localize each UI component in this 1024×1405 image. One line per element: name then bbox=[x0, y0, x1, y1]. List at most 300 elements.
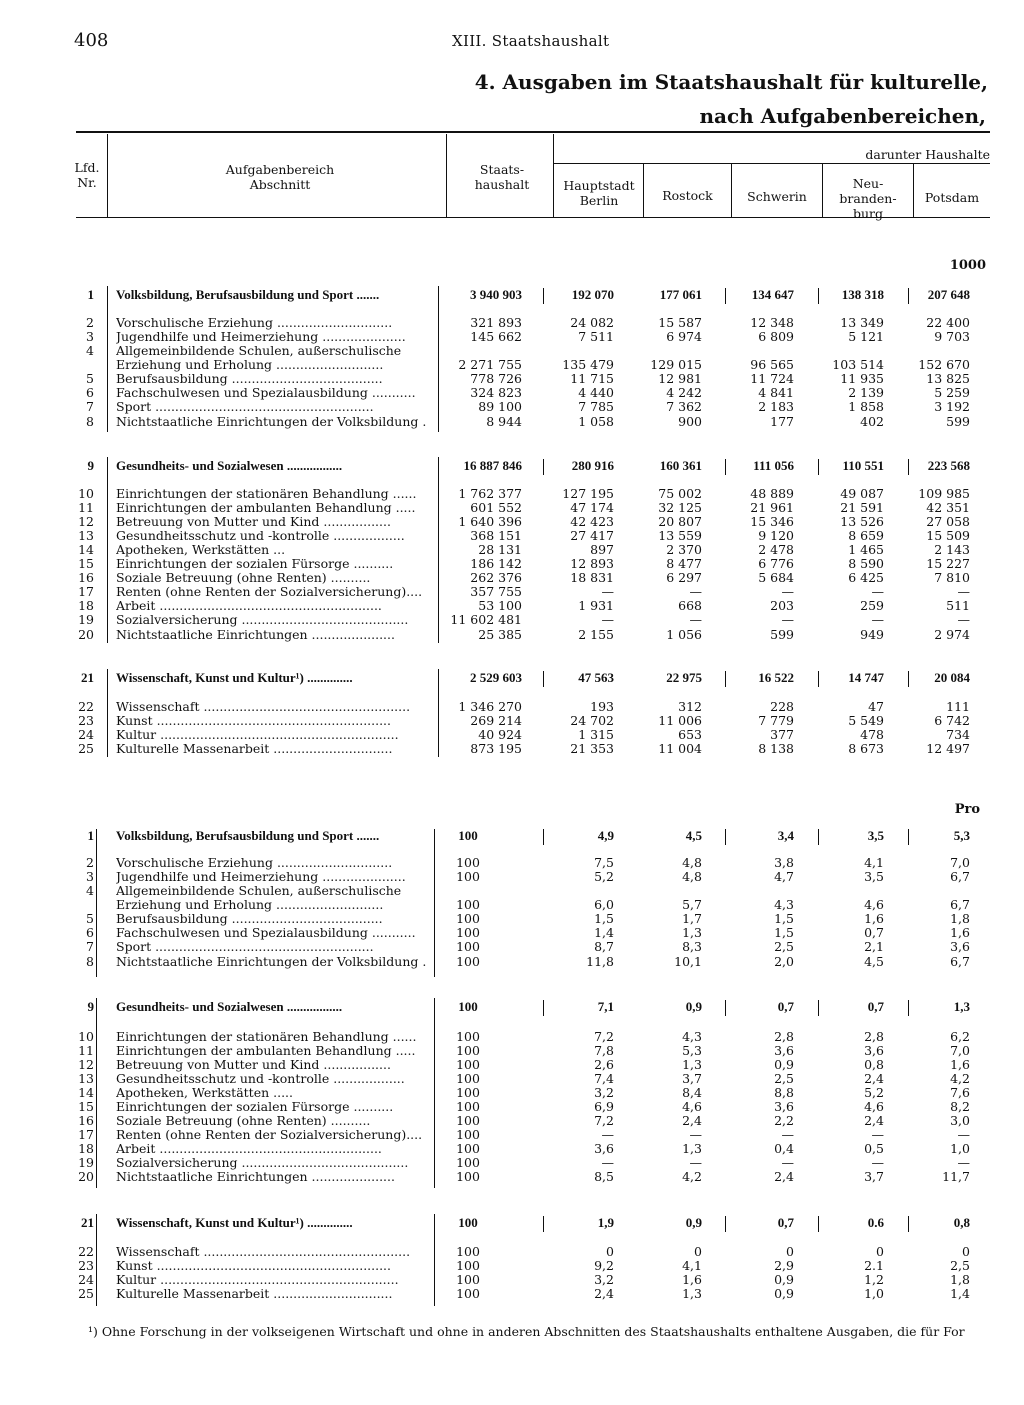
cell-staatshaushalt: 3 940 903 bbox=[470, 287, 522, 302]
section-total-row bbox=[0, 288, 1024, 302]
cell-schwerin: 4,3 bbox=[774, 897, 794, 912]
cell-staatshaushalt: 100 bbox=[456, 1043, 480, 1058]
cell-neubrandenburg: 8 659 bbox=[848, 528, 884, 543]
table-row bbox=[0, 330, 1024, 344]
cell-staatshaushalt: 100 bbox=[456, 1169, 480, 1184]
row-number: 20 bbox=[78, 1169, 94, 1184]
cell-potsdam: 7,6 bbox=[950, 1085, 970, 1100]
table-row bbox=[0, 940, 1024, 954]
cell-staatshaushalt: 100 bbox=[456, 911, 480, 926]
cell-potsdam: — bbox=[957, 584, 970, 599]
cell-potsdam: 13 825 bbox=[926, 371, 970, 386]
cell-staatshaushalt: 100 bbox=[456, 954, 480, 969]
cell-schwerin: 3,4 bbox=[777, 828, 794, 843]
row-label: Apotheken, Werkstätten ..... bbox=[116, 1086, 293, 1100]
row-label: Soziale Betreuung (ohne Renten) .......... bbox=[116, 1114, 371, 1128]
row-number: 4 bbox=[86, 883, 94, 898]
cell-staatshaushalt: 873 195 bbox=[470, 741, 522, 756]
cell-berlin: 42 423 bbox=[570, 514, 614, 529]
cell-neubrandenburg: 5 549 bbox=[848, 713, 884, 728]
section-total-row bbox=[0, 459, 1024, 473]
cell-schwerin: 3,6 bbox=[774, 1043, 794, 1058]
cell-schwerin: 134 647 bbox=[751, 287, 794, 302]
row-number: 18 bbox=[78, 1141, 94, 1156]
cell-staatshaushalt: 778 726 bbox=[470, 371, 522, 386]
row-label: Wissenschaft, Kunst und Kultur¹) .............. bbox=[116, 1216, 353, 1230]
row-label: Sport ....................................................... bbox=[116, 400, 374, 414]
row-label: Volksbildung, Berufsausbildung und Sport ....... bbox=[116, 288, 380, 302]
cell-rostock: 4 242 bbox=[666, 385, 702, 400]
cell-schwerin: 2,9 bbox=[774, 1258, 794, 1273]
cell-potsdam: 3,0 bbox=[950, 1113, 970, 1128]
cell-staatshaushalt: 89 100 bbox=[478, 399, 522, 414]
table-row bbox=[0, 1044, 1024, 1058]
cell-schwerin: 0,7 bbox=[777, 999, 794, 1014]
cell-rostock: 3,7 bbox=[682, 1071, 702, 1086]
row-label: Berufsausbildung ...................................... bbox=[116, 912, 383, 926]
darunter-rule bbox=[553, 163, 990, 164]
cell-berlin: 5,2 bbox=[594, 869, 614, 884]
header-divider-4 bbox=[643, 164, 644, 217]
table-row bbox=[0, 1170, 1024, 1184]
cell-neubrandenburg: 4,6 bbox=[864, 1099, 884, 1114]
cell-rostock: 653 bbox=[678, 727, 702, 742]
cell-staatshaushalt: 100 bbox=[456, 1057, 480, 1072]
row-label: Vorschulische Erziehung ............................. bbox=[116, 316, 393, 330]
cell-staatshaushalt: 25 385 bbox=[478, 627, 522, 642]
header-top-rule bbox=[76, 131, 990, 133]
cell-berlin: 8,5 bbox=[594, 1169, 614, 1184]
row-label: Sport ....................................................... bbox=[116, 940, 374, 954]
row-number: 20 bbox=[78, 627, 94, 642]
cell-staatshaushalt: 100 bbox=[456, 1244, 480, 1259]
cell-rostock: 6 297 bbox=[666, 570, 702, 585]
cell-berlin: 1,5 bbox=[594, 911, 614, 926]
row-label: Volksbildung, Berufsausbildung und Sport ....... bbox=[116, 829, 380, 843]
row-label: Arbeit ........................................................ bbox=[116, 599, 382, 613]
cell-rostock: 32 125 bbox=[658, 500, 702, 515]
row-label: Allgemeinbildende Schulen, außerschulische bbox=[116, 884, 402, 898]
cell-potsdam: 42 351 bbox=[926, 500, 970, 515]
cell-schwerin: 3,8 bbox=[774, 855, 794, 870]
cell-rostock: 15 587 bbox=[658, 315, 702, 330]
table-row bbox=[0, 1156, 1024, 1170]
header-divider-3 bbox=[553, 134, 554, 217]
cell-rostock: 8,4 bbox=[682, 1085, 702, 1100]
cell-berlin: 2,4 bbox=[594, 1286, 614, 1301]
row-number: 5 bbox=[86, 911, 94, 926]
row-number: 7 bbox=[86, 939, 94, 954]
unit-label-thousand: 1000 bbox=[949, 258, 986, 273]
cell-potsdam: 2 974 bbox=[934, 627, 970, 642]
cell-neubrandenburg: 0 bbox=[876, 1244, 884, 1259]
col-header-berlin-line1: Hauptstadt bbox=[563, 178, 635, 193]
table-row bbox=[0, 1030, 1024, 1044]
cell-staatshaushalt: 100 bbox=[456, 897, 480, 912]
col-header-neubrandenburg bbox=[824, 176, 912, 221]
cell-staatshaushalt: 100 bbox=[456, 925, 480, 940]
table-row bbox=[0, 728, 1024, 742]
cell-neubrandenburg: 2,8 bbox=[864, 1029, 884, 1044]
table-row bbox=[0, 1086, 1024, 1100]
cell-staatshaushalt: 357 755 bbox=[470, 584, 522, 599]
row-label: Renten (ohne Renten der Sozialversicherung).... bbox=[116, 1128, 423, 1142]
cell-rostock: 0,9 bbox=[685, 999, 702, 1014]
row-number: 24 bbox=[78, 727, 94, 742]
cell-neubrandenburg: 0,7 bbox=[864, 925, 884, 940]
cell-berlin: 7,4 bbox=[594, 1071, 614, 1086]
cell-potsdam: — bbox=[957, 1155, 970, 1170]
cell-berlin: — bbox=[601, 584, 614, 599]
row-number: 25 bbox=[78, 1286, 94, 1301]
col-header-bereich-line2: Abschnitt bbox=[249, 177, 311, 192]
cell-potsdam: 7 810 bbox=[934, 570, 970, 585]
row-number: 17 bbox=[78, 584, 94, 599]
cell-rostock: 4,6 bbox=[682, 1099, 702, 1114]
row-label: Wissenschaft .................................................... bbox=[116, 700, 411, 714]
cell-schwerin: 96 565 bbox=[750, 357, 794, 372]
cell-rostock: — bbox=[689, 1155, 702, 1170]
cell-potsdam: 734 bbox=[946, 727, 970, 742]
cell-staatshaushalt: 100 bbox=[456, 1085, 480, 1100]
section-total-row bbox=[0, 671, 1024, 685]
cell-potsdam: 0,8 bbox=[953, 1215, 970, 1230]
table-row bbox=[0, 529, 1024, 543]
row-number: 15 bbox=[78, 1099, 94, 1114]
cell-rostock: 12 981 bbox=[658, 371, 702, 386]
cell-rostock: 0,9 bbox=[685, 1215, 702, 1230]
cell-potsdam: — bbox=[957, 612, 970, 627]
row-number: 8 bbox=[86, 954, 94, 969]
cell-potsdam: 6,7 bbox=[950, 954, 970, 969]
cell-neubrandenburg: 3,6 bbox=[864, 1043, 884, 1058]
cell-berlin: 2 155 bbox=[578, 627, 614, 642]
table-row bbox=[0, 742, 1024, 756]
cell-potsdam: 1,6 bbox=[950, 1057, 970, 1072]
table-row bbox=[0, 585, 1024, 599]
cell-neubrandenburg: 138 318 bbox=[841, 287, 884, 302]
row-number: 25 bbox=[78, 741, 94, 756]
cell-schwerin: 228 bbox=[770, 699, 794, 714]
row-number: 9 bbox=[87, 999, 94, 1014]
cell-berlin: 7,8 bbox=[594, 1043, 614, 1058]
row-label: Fachschulwesen und Spezialausbildung ........... bbox=[116, 926, 416, 940]
row-number: 13 bbox=[78, 528, 94, 543]
cell-rostock: 13 559 bbox=[658, 528, 702, 543]
cell-berlin: 24 702 bbox=[570, 713, 614, 728]
cell-schwerin: 377 bbox=[770, 727, 794, 742]
cell-rostock: 5,3 bbox=[682, 1043, 702, 1058]
cell-neubrandenburg: 8 590 bbox=[848, 556, 884, 571]
cell-berlin: 1,9 bbox=[597, 1215, 614, 1230]
header-divider-2 bbox=[446, 134, 447, 217]
cell-potsdam: 6 742 bbox=[934, 713, 970, 728]
cell-staatshaushalt: 8 944 bbox=[486, 414, 522, 429]
cell-rostock: 177 061 bbox=[659, 287, 702, 302]
row-label: Nichtstaatliche Einrichtungen ..................... bbox=[116, 1170, 395, 1184]
col-header-neub-line3: burg bbox=[852, 206, 884, 221]
row-number: 16 bbox=[78, 1113, 94, 1128]
cell-schwerin: 2,5 bbox=[774, 939, 794, 954]
table-row bbox=[0, 543, 1024, 557]
cell-schwerin: 0,9 bbox=[774, 1272, 794, 1287]
cell-rostock: 11 006 bbox=[658, 713, 702, 728]
cell-potsdam: 2 143 bbox=[934, 542, 970, 557]
row-label: Einrichtungen der stationären Behandlung ...... bbox=[116, 487, 417, 501]
cell-staatshaushalt: 100 bbox=[456, 869, 480, 884]
row-number: 5 bbox=[86, 371, 94, 386]
cell-schwerin: 2,2 bbox=[774, 1113, 794, 1128]
cell-rostock: 1,3 bbox=[682, 1057, 702, 1072]
cell-berlin: 7,1 bbox=[597, 999, 614, 1014]
cell-berlin: — bbox=[601, 612, 614, 627]
row-number: 15 bbox=[78, 556, 94, 571]
cell-neubrandenburg: 110 551 bbox=[842, 458, 884, 473]
row-label: Nichtstaatliche Einrichtungen der Volksbildung . bbox=[116, 415, 427, 429]
cell-potsdam: 5,3 bbox=[953, 828, 970, 843]
cell-rostock: 4,5 bbox=[685, 828, 702, 843]
cell-potsdam: 3 192 bbox=[934, 399, 970, 414]
page-number: 408 bbox=[74, 30, 109, 51]
cell-rostock: 1,6 bbox=[682, 1272, 702, 1287]
cell-schwerin: 5 684 bbox=[758, 570, 794, 585]
row-label: Gesundheitsschutz und -kontrolle .................. bbox=[116, 529, 405, 543]
row-number: 23 bbox=[78, 713, 94, 728]
row-number: 2 bbox=[86, 315, 94, 330]
cell-schwerin: 4,7 bbox=[774, 869, 794, 884]
cell-neubrandenburg: 0,8 bbox=[864, 1057, 884, 1072]
cell-berlin: 11 715 bbox=[570, 371, 614, 386]
cell-schwerin: 8 138 bbox=[758, 741, 794, 756]
cell-schwerin: 4 841 bbox=[758, 385, 794, 400]
cell-neubrandenburg: — bbox=[871, 612, 884, 627]
cell-berlin: 18 831 bbox=[570, 570, 614, 585]
cell-staatshaushalt: 100 bbox=[456, 1071, 480, 1086]
row-label: Nichtstaatliche Einrichtungen der Volksbildung . bbox=[116, 955, 427, 969]
table-row bbox=[0, 926, 1024, 940]
cell-neubrandenburg: 13 349 bbox=[840, 315, 884, 330]
cell-berlin: 3,2 bbox=[594, 1085, 614, 1100]
col-header-neub-line2: branden- bbox=[839, 191, 897, 206]
cell-schwerin: 15 346 bbox=[750, 514, 794, 529]
cell-berlin: 7,5 bbox=[594, 855, 614, 870]
cell-berlin: 4,9 bbox=[597, 828, 614, 843]
cell-neubrandenburg: 4,6 bbox=[864, 897, 884, 912]
row-number: 7 bbox=[86, 399, 94, 414]
cell-neubrandenburg: 2,4 bbox=[864, 1071, 884, 1086]
cell-schwerin: 1,5 bbox=[774, 925, 794, 940]
cell-rostock: 668 bbox=[678, 598, 702, 613]
row-label: Betreuung von Mutter und Kind ................. bbox=[116, 515, 391, 529]
header-divider-5 bbox=[731, 164, 732, 217]
cell-schwerin: 12 348 bbox=[750, 315, 794, 330]
cell-neubrandenburg: — bbox=[871, 1127, 884, 1142]
cell-schwerin: 48 889 bbox=[750, 486, 794, 501]
col-header-staatshaushalt bbox=[460, 162, 544, 192]
cell-neubrandenburg: 2,1 bbox=[864, 939, 884, 954]
row-label: Wissenschaft .................................................... bbox=[116, 1245, 411, 1259]
cell-rostock: 11 004 bbox=[658, 741, 702, 756]
cell-schwerin: 2,0 bbox=[774, 954, 794, 969]
cell-potsdam: 1,3 bbox=[953, 999, 970, 1014]
cell-neubrandenburg: 4,5 bbox=[864, 954, 884, 969]
cell-schwerin: 9 120 bbox=[758, 528, 794, 543]
cell-potsdam: 22 400 bbox=[926, 315, 970, 330]
row-label: Sozialversicherung .......................................... bbox=[116, 613, 409, 627]
cell-rostock: 2,4 bbox=[682, 1113, 702, 1128]
cell-neubrandenburg: 47 bbox=[868, 699, 884, 714]
cell-neubrandenburg: 1 858 bbox=[848, 399, 884, 414]
cell-rostock: 7 362 bbox=[666, 399, 702, 414]
table-row bbox=[0, 628, 1024, 642]
cell-berlin: 1 058 bbox=[578, 414, 614, 429]
cell-schwerin: 6 809 bbox=[758, 329, 794, 344]
row-number: 21 bbox=[81, 670, 94, 685]
cell-potsdam: 15 509 bbox=[926, 528, 970, 543]
table-row bbox=[0, 1114, 1024, 1128]
cell-schwerin: 0,7 bbox=[777, 1215, 794, 1230]
row-label: Berufsausbildung ...................................... bbox=[116, 372, 383, 386]
cell-neubrandenburg: 3,7 bbox=[864, 1169, 884, 1184]
row-label: Soziale Betreuung (ohne Renten) .......... bbox=[116, 571, 371, 585]
row-label: Einrichtungen der sozialen Fürsorge .......... bbox=[116, 557, 394, 571]
cell-berlin: 1,4 bbox=[594, 925, 614, 940]
cell-potsdam: 6,7 bbox=[950, 869, 970, 884]
row-number: 11 bbox=[78, 1043, 94, 1058]
cell-rostock: 6 974 bbox=[666, 329, 702, 344]
cell-staatshaushalt: 100 bbox=[456, 1099, 480, 1114]
table-title-line-2: nach Aufgabenbereichen, bbox=[699, 104, 986, 128]
row-label: Renten (ohne Renten der Sozialversicherung).... bbox=[116, 585, 423, 599]
cell-berlin: 24 082 bbox=[570, 315, 614, 330]
cell-potsdam: 3,6 bbox=[950, 939, 970, 954]
row-number: 10 bbox=[78, 1029, 94, 1044]
row-label: Kultur ............................................................ bbox=[116, 1273, 399, 1287]
cell-berlin: 1 315 bbox=[578, 727, 614, 742]
cell-staatshaushalt: 40 924 bbox=[478, 727, 522, 742]
row-label: Kulturelle Massenarbeit .............................. bbox=[116, 1287, 393, 1301]
row-label: Kunst ........................................................... bbox=[116, 714, 392, 728]
cell-neubrandenburg: 21 591 bbox=[840, 500, 884, 515]
cell-rostock: 4,1 bbox=[682, 1258, 702, 1273]
cell-berlin: 8,7 bbox=[594, 939, 614, 954]
cell-schwerin: 11 724 bbox=[750, 371, 794, 386]
cell-berlin: 6,9 bbox=[594, 1099, 614, 1114]
row-number: 9 bbox=[87, 458, 94, 473]
cell-rostock: 4,8 bbox=[682, 869, 702, 884]
table-row bbox=[0, 1128, 1024, 1142]
table-row bbox=[0, 1287, 1024, 1301]
cell-staatshaushalt: 2 529 603 bbox=[470, 670, 522, 685]
cell-berlin: 192 070 bbox=[571, 287, 614, 302]
table-row bbox=[0, 1259, 1024, 1273]
footnote: ¹) Ohne Forschung in der volkseigenen Wirtschaft und ohne in anderen Abschnitten des Staatshaushalts enthaltene Ausgaben, die für For bbox=[88, 1324, 965, 1339]
cell-rostock: 160 361 bbox=[659, 458, 702, 473]
section-total-row bbox=[0, 829, 1024, 843]
cell-rostock: 1,7 bbox=[682, 911, 702, 926]
cell-staatshaushalt: 1 762 377 bbox=[458, 486, 522, 501]
cell-rostock: 1,3 bbox=[682, 1286, 702, 1301]
cell-neubrandenburg: 5 121 bbox=[848, 329, 884, 344]
cell-potsdam: — bbox=[957, 1127, 970, 1142]
header-divider-6 bbox=[822, 164, 823, 217]
cell-neubrandenburg: 4,1 bbox=[864, 855, 884, 870]
cell-neubrandenburg: — bbox=[871, 584, 884, 599]
col-header-bereich-line1: Aufgabenbereich bbox=[225, 162, 335, 177]
cell-potsdam: 8,2 bbox=[950, 1099, 970, 1114]
cell-berlin: 897 bbox=[590, 542, 614, 557]
cell-berlin: 280 916 bbox=[571, 458, 614, 473]
cell-schwerin: — bbox=[781, 584, 794, 599]
cell-staatshaushalt: 100 bbox=[456, 855, 480, 870]
row-label: Einrichtungen der ambulanten Behandlung ..... bbox=[116, 1044, 416, 1058]
cell-berlin: 7 511 bbox=[578, 329, 614, 344]
table-row bbox=[0, 386, 1024, 400]
row-label: Betreuung von Mutter und Kind ................. bbox=[116, 1058, 391, 1072]
row-number: 19 bbox=[78, 1155, 94, 1170]
cell-rostock: — bbox=[689, 584, 702, 599]
cell-berlin: 3,6 bbox=[594, 1141, 614, 1156]
cell-rostock: 1 056 bbox=[666, 627, 702, 642]
running-title: XIII. Staatshaushalt bbox=[452, 32, 610, 50]
cell-rostock: 8 477 bbox=[666, 556, 702, 571]
cell-schwerin: 177 bbox=[770, 414, 794, 429]
cell-staatshaushalt: 262 376 bbox=[470, 570, 522, 585]
cell-berlin: 0 bbox=[606, 1244, 614, 1259]
row-number: 22 bbox=[78, 1244, 94, 1259]
table-row bbox=[0, 501, 1024, 515]
header-divider-7 bbox=[913, 164, 914, 217]
cell-rostock: 1,3 bbox=[682, 925, 702, 940]
row-label: Sozialversicherung .......................................... bbox=[116, 1156, 409, 1170]
cell-schwerin: 2,5 bbox=[774, 1071, 794, 1086]
table-row bbox=[0, 856, 1024, 870]
cell-schwerin: 2,4 bbox=[774, 1169, 794, 1184]
row-number: 23 bbox=[78, 1258, 94, 1273]
row-label: Einrichtungen der sozialen Fürsorge .......... bbox=[116, 1100, 394, 1114]
cell-berlin: 3,2 bbox=[594, 1272, 614, 1287]
row-label: Jugendhilfe und Heimerziehung ..................... bbox=[116, 870, 406, 884]
col-header-schwerin: Schwerin bbox=[747, 189, 807, 204]
cell-rostock: 1,3 bbox=[682, 1141, 702, 1156]
cell-neubrandenburg: 6 425 bbox=[848, 570, 884, 585]
cell-staatshaushalt: 100 bbox=[456, 1029, 480, 1044]
cell-potsdam: 207 648 bbox=[927, 287, 970, 302]
cell-potsdam: 1,4 bbox=[950, 1286, 970, 1301]
cell-staatshaushalt: 100 bbox=[456, 1258, 480, 1273]
row-number: 21 bbox=[81, 1215, 94, 1230]
cell-staatshaushalt: 100 bbox=[456, 1272, 480, 1287]
cell-berlin: 4 440 bbox=[578, 385, 614, 400]
table-row bbox=[0, 344, 1024, 358]
row-label: Gesundheits- und Sozialwesen ................. bbox=[116, 459, 343, 473]
cell-potsdam: 4,2 bbox=[950, 1071, 970, 1086]
cell-staatshaushalt: 324 823 bbox=[470, 385, 522, 400]
cell-neubrandenburg: 13 526 bbox=[840, 514, 884, 529]
cell-potsdam: 20 084 bbox=[934, 670, 970, 685]
cell-potsdam: 27 058 bbox=[926, 514, 970, 529]
col-header-potsdam: Potsdam bbox=[924, 190, 980, 205]
cell-neubrandenburg: 0.6 bbox=[867, 1215, 884, 1230]
row-label: Erziehung und Erholung ........................... bbox=[116, 898, 384, 912]
table-row bbox=[0, 1142, 1024, 1156]
table-row bbox=[0, 700, 1024, 714]
cell-potsdam: 1,8 bbox=[950, 1272, 970, 1287]
cell-staatshaushalt: 100 bbox=[456, 1127, 480, 1142]
cell-potsdam: 2,5 bbox=[950, 1258, 970, 1273]
table-row bbox=[0, 613, 1024, 627]
row-label: Allgemeinbildende Schulen, außerschulische bbox=[116, 344, 402, 358]
